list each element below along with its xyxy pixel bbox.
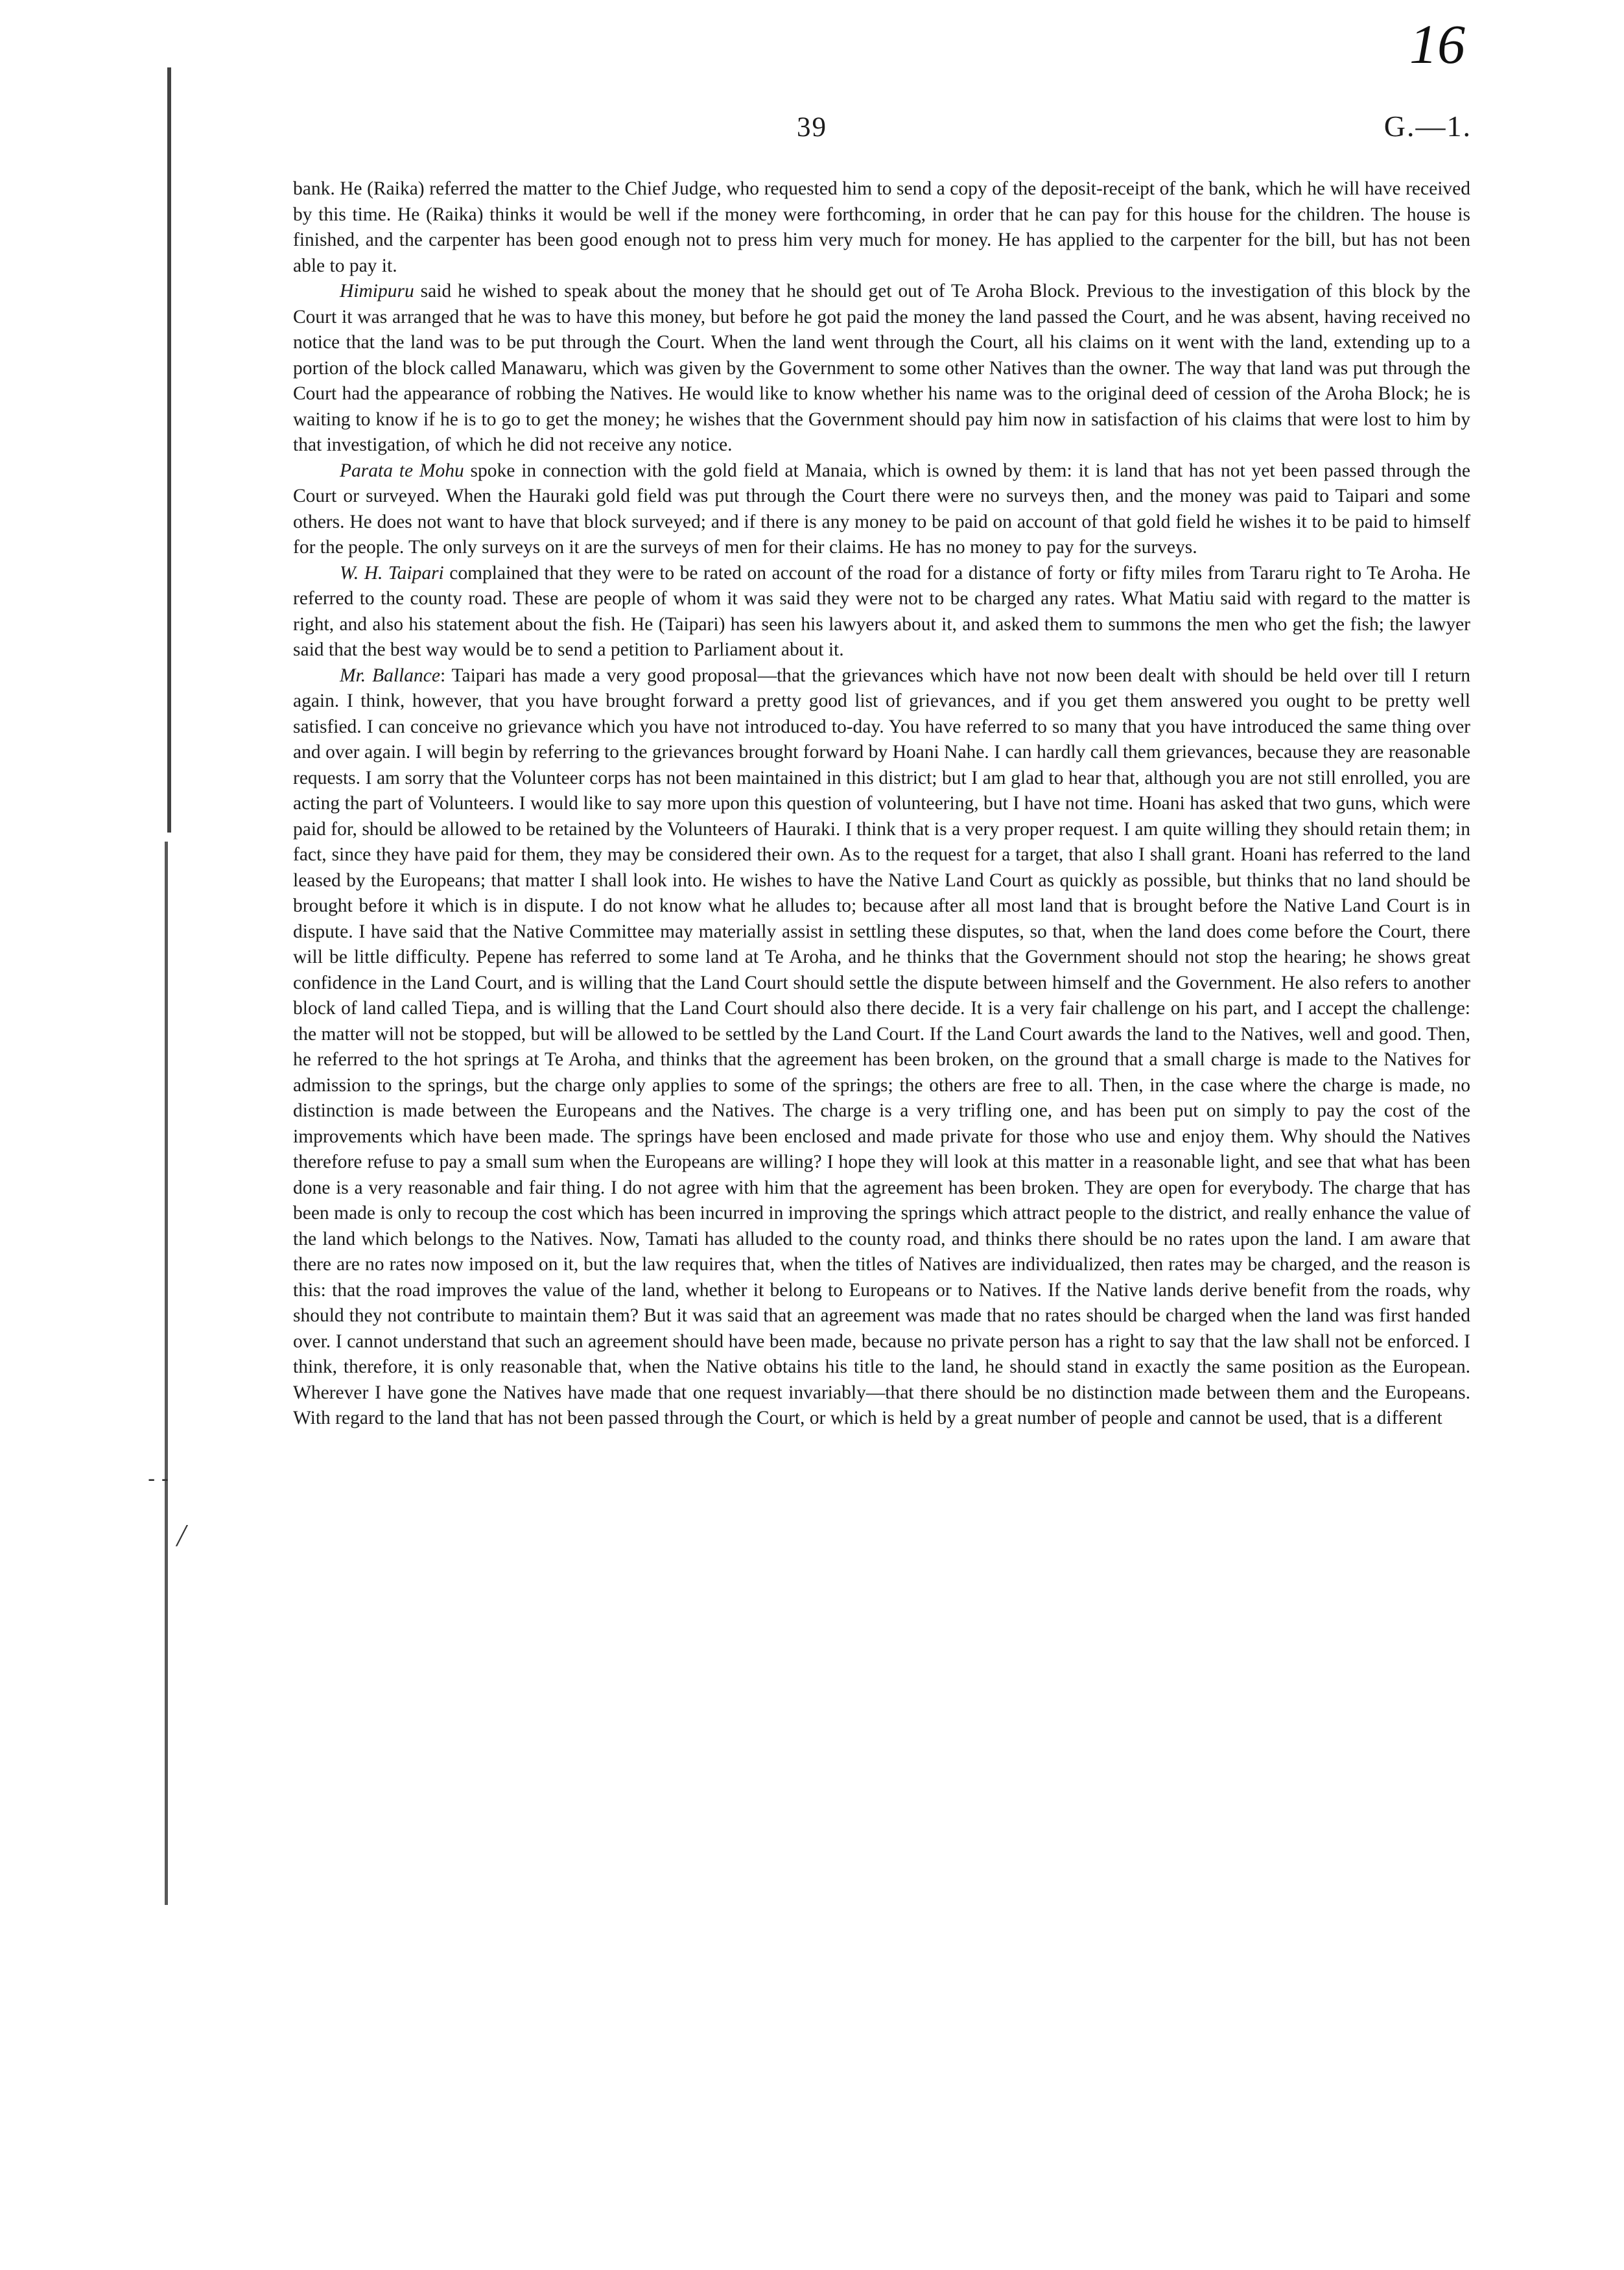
paragraph-5-text: : Taipari has made a very good proposal—that the grievances which have not now been dealt with should be held over till I return again. I think, however, that you have brought forward a pretty good list of grievances, and if you get them answered you ought to be pretty well satisfied. I can conceive no grievance which you have not introduced to-day. You have referred to so many that you have introduced the same thing over and over again. I will begin by referring to the grievances brought forward by Hoani Nahe. I can hardly call them grievances, because they are reasonable requests. I am sorry that the Volunteer corps has not been maintained in this district; but I am glad to hear that, although you are not still enrolled, you are acting the part of Volunteers. I would like to say more upon this question of volunteering, but I have not time. Hoani has asked that two guns, which were paid for, should be allowed to be retained by the Volunteers of Hauraki. I think that is a very proper request. I am quite willing they should retain them; in fact, since they have paid for them, they may be considered their own. As to the request for a target, that also I shall grant. Hoani has referred to the land leased by the Europeans; that matter I shall look into. He wishes to have the Native Land Court as quickly as possible, but thinks that no land should be brought before it which is in dispute. I do not know what he alludes to; because after all most land that is brought before the Native Land Court is in dispute. I have said that the Native Committee may materially assist in settling these disputes, so that, when the land does come before the Court, there will be little difficulty. Pepene has referred to some land at Te Aroha, and he thinks that the Government should not stop the hearing; he shows great confidence in the Land Court, and is willing that the Land Court should settle the dispute between himself and the Government. He also refers to another block of land called Tiepa, and is willing that the Land Court should also there decide. It is a very fair challenge on his part, and I accept the challenge: the matter will not be stopped, but will be allowed to be settled by the Land Court. If the Land Court awards the land to the Natives, well and good. Then, he referred to the hot springs at Te Aroha, and thinks that the agreement has been broken, on the ground that a small charge is made to the Natives for admission to the springs, but the charge only applies to some of the springs; the others are free to all. Then, in the case where the charge is made, no distinction is made between the Europeans and the Natives. The charge is a very trifling one, and has been put on simply to pay the cost of the improvements which have been made. The springs have been enclosed and made private for those who use and enjoy them. Why should the Natives therefore refuse to pay a small sum when the Europeans are willing? I hope they will look at this matter in a reasonable light, and see that what has been done is a very reasonable and fair thing. I do not agree with him that the agreement has been broken. They are open for everybody. The charge that has been made is only to recoup the cost which has been incurred in improving the springs which attract people to the district, and really enhance the value of the land which belongs to the Natives. Now, Tamati has alluded to the county road, and thinks there should be no rates upon the land. I am aware that there are no rates now imposed on it, but the law requires that, when the titles of Natives are individualized, then rates may be charged, and the reason is this: that the road improves the value of the land, whether it belong to Europeans or to Natives. If the Native lands derive benefit from the roads, why should they not contribute to maintain them? But it was said that an agreement was made that no rates should be charged when the land was first handed over. I cannot understand that such an agreement should have been made, because no private person has a right to say that the law shall not be enforced. I think, therefore, it is only reasonable that, when the Native obtains his title to the land, he should stand in exactly the same position as the European. Wherever I have gone the Natives have made that one request invariably—that there should be no distinction made between them and the Europeans. With regard to the land that has not been passed through the Court, or which is held by a great number of people and cannot be used, that is a different: [293, 665, 1470, 1428]
binding-edge-upper: [167, 67, 171, 833]
paragraph-3: [293, 458, 1470, 561]
document-body: [293, 176, 1470, 1432]
margin-dash-mark: - -: [148, 1467, 169, 1491]
speaker-mr-ballance: Mr. Ballance: [340, 665, 440, 686]
folio-number: 16: [1409, 13, 1465, 75]
paragraph-1-text: bank. He (Raika) referred the matter to the Chief Judge, who requested him to send a copy of the deposit-receipt of the bank, which he will have received by this time. He (Raika) thinks it would be well if the money were forthcoming, in order that he can pay for this house for the children. The house is finished, and the carpenter has been good enough not to press him very much for money. He has applied to the carpenter for the bill, but has not been able to pay it.: [293, 178, 1470, 276]
paragraph-2-text: said he wished to speak about the money that he should get out of Te Aroha Block. Previous to the investigation of this block by the Court it was arranged that he was to have this money, but before he got paid the money the land passed the Court, and he was absent, having received no notice that the land was to be put through the Court. When the land went through the Court, all his claims on it went with the land, extending up to a portion of the block called Manawaru, which was given by the Government to some other Natives than the owner. The way that land was put through the Court had the appearance of robbing the Natives. He would like to know whether his name was to the original deed of cession of the Aroha Block; he is waiting to know if he is to go to get the money; he wishes that the Government should pay him now in satisfaction of his claims that were lost to him by that investigation, of which he did not receive any notice.: [293, 281, 1470, 455]
paragraph-1: [293, 176, 1470, 279]
margin-tick-mark: ╱: [176, 1526, 187, 1546]
paragraph-3-text: spoke in connection with the gold field at Manaia, which is owned by them: it is land that has not yet been passed through the Court or surveyed. When the Hauraki gold field was put through the Court there were no surveys then, and the money was paid to Taipari and some others. He does not want to have that block surveyed; and if there is any money to be paid on account of that gold field he wishes it to be paid to himself for the people. The only surveys on it are the surveys of men for their claims. He has no money to pay for the surveys.: [293, 460, 1471, 558]
paragraph-5: [293, 663, 1470, 1432]
paragraph-2: [293, 279, 1470, 458]
document-code: G.—1.: [1383, 110, 1472, 143]
speaker-w-h-taipari: W. H. Taipari: [340, 562, 444, 584]
speaker-himipuru: Himipuru: [340, 281, 414, 301]
speaker-parata-te-mohu: Parata te Mohu: [340, 460, 464, 481]
page-number: 39: [797, 112, 827, 143]
paragraph-4-text: complained that they were to be rated on account of the road for a distance of forty or fifty miles from Tararu right to Te Aroha. He referred to the county road. These are people of whom it was said they were not to be charged any rates. What Matiu said with regard to the matter is right, and also his statement about the fish. He (Taipari) has seen his lawyers about it, and asked them to summons the men who get the fish; the lawyer said that the best way would be to send a petition to Parliament about it.: [293, 562, 1470, 660]
paragraph-4: [293, 561, 1470, 663]
binding-edge-lower: [165, 842, 168, 1905]
